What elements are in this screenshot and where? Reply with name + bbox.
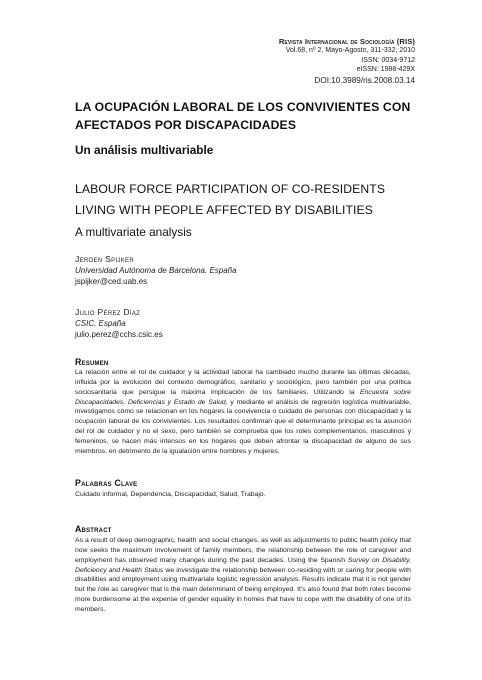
author-1	[75, 254, 237, 288]
author-2-name: Julio Pérez Díaz	[75, 307, 141, 317]
journal-issue: Vol.68, nº 2, Mayo-Agosto, 311-332, 2010	[285, 47, 415, 55]
abstract-text	[75, 536, 411, 615]
author-2-affiliation: CSIC. España	[75, 319, 126, 329]
author-1-email[interactable]: jspijker@ced.uab.es	[75, 277, 148, 287]
resumen-heading: Resumen	[75, 357, 109, 367]
journal-header	[279, 37, 415, 85]
journal-issn: ISSN: 0034-9712	[361, 56, 415, 64]
abstract-text-part1: As a result of deep demographic, health and social changes, as well as adjustments to public health policy that now seeks the maximum involvement of family members, the relationship between the role of caregiver and employment has observed many changes during the past decades. Using the Spanish	[75, 537, 411, 564]
palabras-heading: Palabras Clave	[75, 478, 138, 488]
author-2-email[interactable]: julio.perez@cchs.csic.es	[75, 330, 163, 340]
spanish-subtitle: Un análisis multivariable	[75, 143, 214, 157]
resumen-text	[75, 368, 411, 457]
author-1-name: Jeroen Spijker	[75, 254, 134, 264]
abstract-survey-name: Survey on Disability, Deficiency and Health Status	[75, 556, 411, 574]
spanish-title: LA OCUPACIÓN LABORAL DE LOS CONVIVIENTES CON AFECTADOS POR DISCAPACIDADES	[75, 100, 411, 132]
journal-eissn: eISSN: 1988-429X	[356, 66, 415, 74]
english-title: LABOUR FORCE PARTICIPATION OF CO-RESIDENTS LIVING WITH PEOPLE AFFECTED BY DISABILITIES	[75, 182, 386, 217]
palabras-text: Cuidado informal, Dependencia, Discapacidad, Salud, Trabajo.	[75, 491, 266, 498]
journal-doi: DOI:10.3989/ris.2008.03.14	[314, 75, 415, 85]
abstract-heading: Abstract	[75, 524, 112, 534]
english-subtitle: A multivariate analysis	[75, 225, 192, 239]
resumen-text-part1: La relación entre el rol de cuidador y la actividad laboral ha cambiado mucho durante las últimas décadas, influida por la evolución del contexto demográfico, sanitario y sociológico, pero también por una política sociosanitaria que persigue la máxima implicación de los familiares. Utilizando la	[75, 369, 411, 396]
author-2	[75, 307, 163, 341]
resumen-text-part2: , y mediante el análisis de regresión logística multivariable, investigamos cómo se relacionan en los hogares la convivencia o cuidado de personas con discapacidad y la ocupación laboral de los convivientes. Los resultados confirman que el determinante principal es la asunción del rol de cuidador y no el sexo, pero también se comprueba que los roles complementarios, masculinos y femeninos, se hacen más intensos en los hogares que deben afrontar la discapacidad de alguno de sus miembros, en detrimento de la igualación entre hombres y mujeres.	[75, 398, 412, 455]
journal-title: Revista Internacional de Sociología (RIS)	[278, 37, 415, 46]
author-1-affiliation: Universidad Autónoma de Barcelona. España	[75, 266, 237, 276]
resumen-survey-name: Encuesta sobre Discapacidades, Deficiencias y Estado de Salud	[75, 388, 411, 406]
abstract-text-part2: we investigate the relationship between co-residing with or caring for people with disabilities and employment using multivariate logistic regression analysis. Results indicate that it is not gender but the role as caregiver that is the main determinant of being employed. It's also found that both roles become more burdensome at the expense of gender equality in homes that have to cope with the disability of one of its members.	[75, 566, 411, 613]
